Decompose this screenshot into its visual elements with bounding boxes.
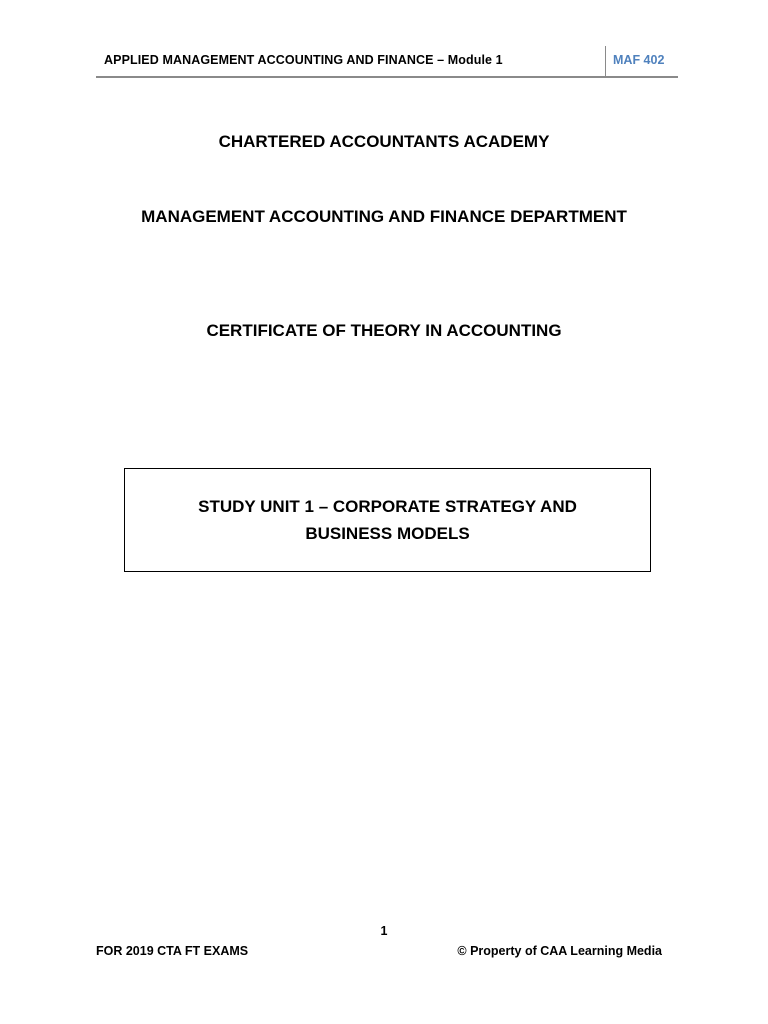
- module-code: MAF 402: [613, 53, 665, 67]
- study-unit-box: [124, 468, 651, 572]
- header-divider: [605, 46, 606, 76]
- page-number: 1: [380, 924, 388, 938]
- page-header: [96, 44, 678, 78]
- header-title: APPLIED MANAGEMENT ACCOUNTING AND FINANCE – Module 1: [104, 53, 503, 67]
- academy-heading: CHARTERED ACCOUNTANTS ACADEMY: [218, 132, 550, 151]
- department-heading: MANAGEMENT ACCOUNTING AND FINANCE DEPARTMENT: [141, 207, 627, 226]
- footer-exam-note: FOR 2019 CTA FT EXAMS: [96, 944, 249, 958]
- study-unit-title: STUDY UNIT 1 – CORPORATE STRATEGY AND BUSINESS MODELS: [198, 497, 577, 543]
- footer-copyright: © Property of CAA Learning Media: [457, 944, 662, 958]
- certificate-heading: CERTIFICATE OF THEORY IN ACCOUNTING: [206, 321, 562, 340]
